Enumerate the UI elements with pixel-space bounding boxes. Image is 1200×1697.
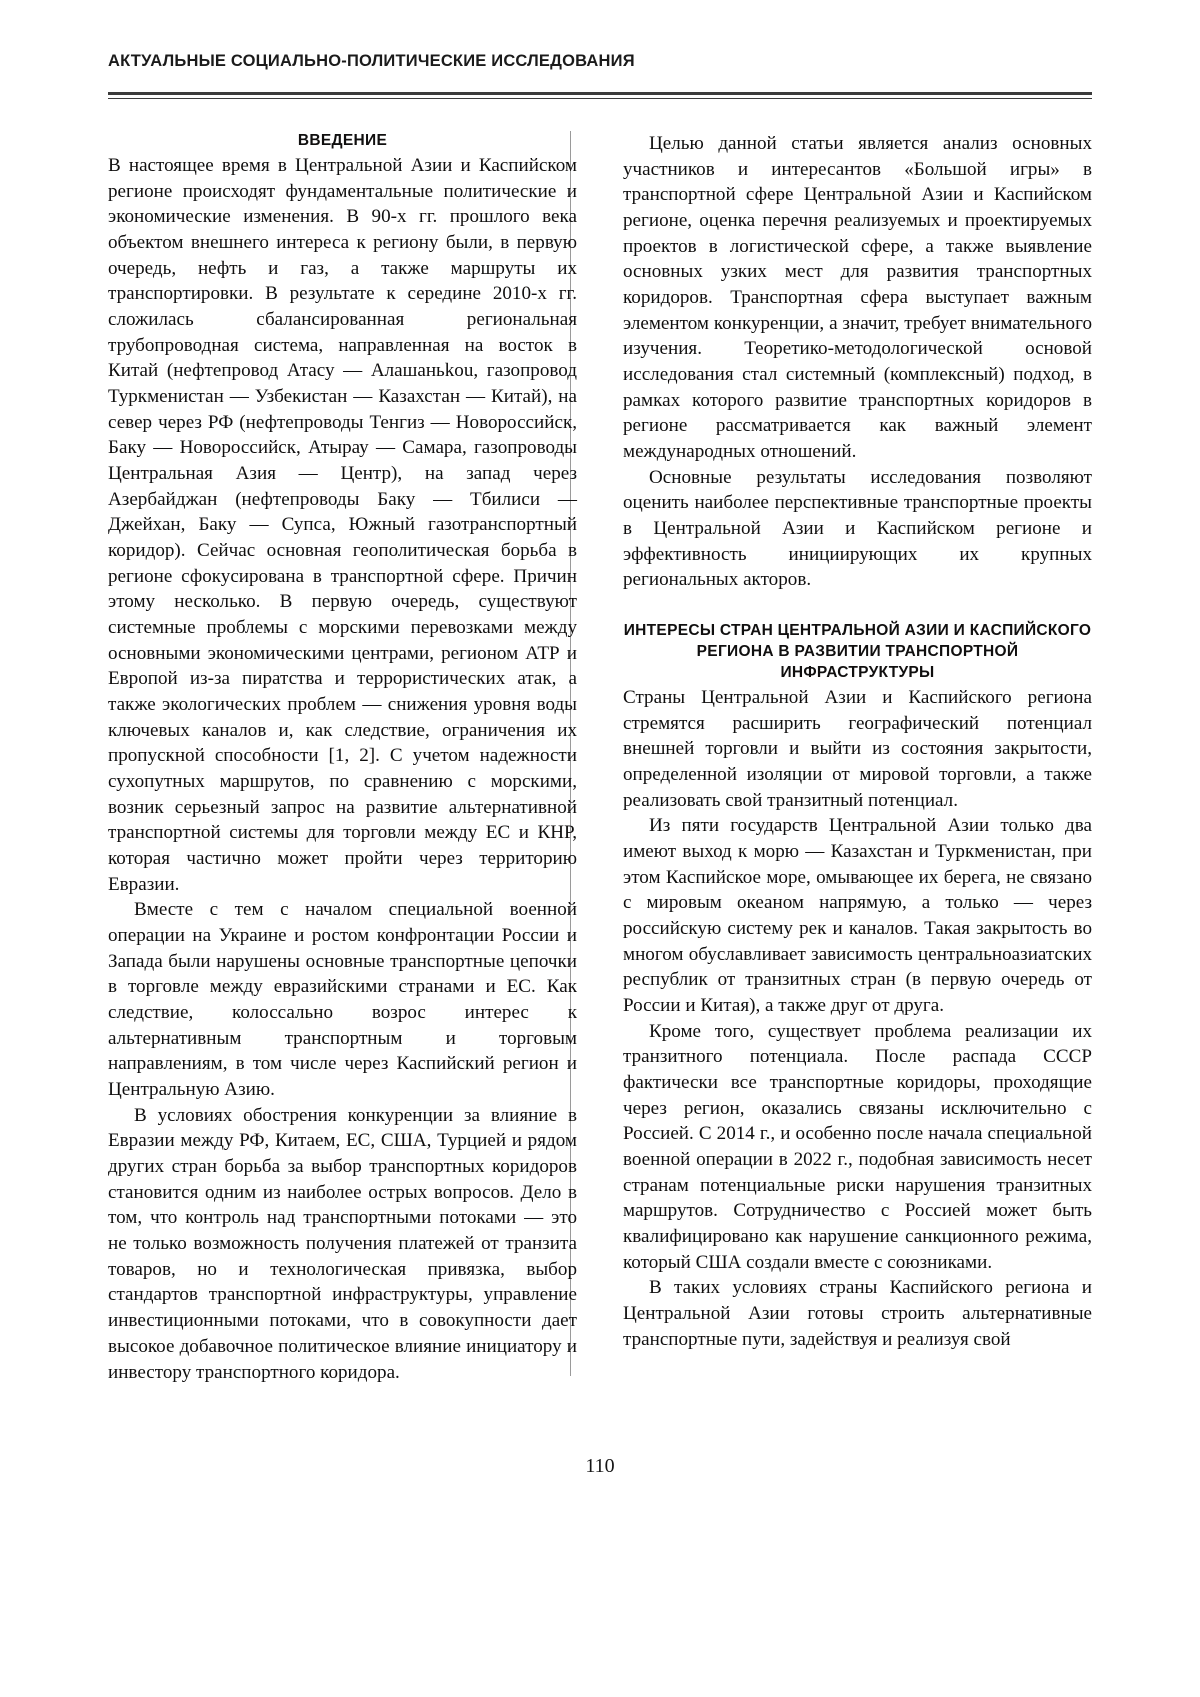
paragraph: В настоящее время в Центральной Азии и Каспийском регионе происходят фундаментальные политические и экономические изменения. В 90-х гг. прошлого века объектом внешнего интереса к региону были, в первую очередь, нефть и газ, а также маршруты их транспортировки. В результате к середине 2010-х гг. сложилась сбалансированная региональная трубопроводная система, направленная на восток в Китай (нефтепровод Атасу — Алашаньkou, газопровод Туркменистан — Узбекистан — Казахстан — Китай), на север через РФ (нефтепроводы Тенгиз — Новороссийск, Баку — Новороссийск, Атырау — Самара, газопроводы Центральная Азия — Центр), на запад через Азербайджан (нефтепроводы Баку — Тбилиси — Джейхан, Баку — Супса, Южный газотранспортный коридор). Сейчас основная геополитическая борьба в регионе сфокусирована в транспортной сфере. Причин этому несколько. В первую очередь, существуют системные проблемы с морскими перевозками между основными экономическими центрами, регионом АТР и Европой из-за пиратства и террористических атак, а также экологических проблем — снижения уровня воды ключевых каналов и, как следствие, ограничения их пропускной способности [1, 2]. С учетом надежности сухопутных маршрутов, по сравнению с морскими, возник серьезный запрос на развитие альтернативной транспортной системы для торговли между ЕС и КНР, которая частично может пройти через территорию Евразии.	[108, 154, 577, 895]
body-columns	[108, 131, 1092, 1385]
paragraph: Вместе с тем с началом специальной военной операции на Украине и ростом конфронтации России и Запада были нарушены основные транспортные цепочки в торговле между евразийскими странами и ЕС. Как следствие, колоссально возрос интерес к альтернативным транспортным и торговым направлениям, в том числе через Каспийский регион и Центральную Азию.	[108, 899, 577, 1101]
paragraph: Страны Центральной Азии и Каспийского региона стремятся расширить географический потенциал внешней торговли и выйти из состояния закрытости, определенной изоляции от мировой торговли, а также реализовать свой транзитный потенциал.	[623, 686, 1092, 811]
header-rule-thick	[108, 92, 1092, 95]
section-heading-interests: ИНТЕРЕСЫ СТРАН ЦЕНТРАЛЬНОЙ АЗИИ И КАСПИЙСКОГО РЕГИОНА В РАЗВИТИИ ТРАНСПОРТНОЙ ИНФРАСТРУКТУРЫ	[623, 622, 1092, 681]
right-column	[623, 131, 1092, 1385]
paragraph: Основные результаты исследования позволяют оценить наиболее перспективные транспортные проекты в Центральной Азии и Каспийском регионе и эффективность инициирующих их крупных региональных акторов.	[623, 466, 1092, 591]
paragraph: Целью данной статьи является анализ основных участников и интересантов «Большой игры» в транспортной сфере Центральной Азии и Каспийском регионе, оценка перечня реализуемых и проектируемых проектов в логистической сфере, а также выявление основных узких мест для развития транспортных коридоров. Транспортная сфера выступает важным элементом конкуренции, а значит, требует внимательного изучения. Теоретико-методологической основой исследования стал системный (комплексный) подход, в рамках которого развитие транспортных коридоров в регионе рассматривается как важный элемент международных отношений.	[623, 133, 1092, 463]
paragraph: В условиях обострения конкуренции за влияние в Евразии между РФ, Китаем, ЕС, США, Турцией и рядом других стран борьба за выбор транспортных коридоров становится одним из наиболее острых вопросов. Дело в том, что контроль над транспортными потоками — это не только возможность получения платежей от транзита товаров, но и технологическая привязка, выбор стандартов транспортной инфраструктуры, управление инвестиционными потоками, что в совокупности дает высокое добавочное политическое влияние инициатору и инвестору транспортного коридора.	[108, 1104, 577, 1383]
paragraph: Из пяти государств Центральной Азии только два имеют выход к морю — Казахстан и Туркменистан, при этом Каспийское море, омывающее их берега, не связано с мировым океаном напрямую, а только — через российскую систему рек и каналов. Такая закрытость во многом обуславливает зависимость центральноазиатских республик от транзитных стран (в первую очередь от России и Китая), а также друг от друга.	[623, 815, 1092, 1016]
running-head: АКТУАЛЬНЫЕ СОЦИАЛЬНО-ПОЛИТИЧЕСКИЕ ИССЛЕДОВАНИЯ	[108, 52, 635, 70]
page-number: 110	[585, 1455, 615, 1477]
paragraph: В таких условиях страны Каспийского региона и Центральной Азии готовы строить альтернативные транспортные пути, задействуя и реализуя свой	[623, 1277, 1092, 1350]
section-heading-introduction: ВВЕДЕНИЕ	[297, 132, 388, 149]
paragraph: Кроме того, существует проблема реализации их транзитного потенциала. После распада СССР фактически все транспортные коридоры, проходящие через регион, оказались связаны исключительно с Россией. С 2014 г., и особенно после начала специальной военной операции в 2022 г., подобная зависимость несет странам потенциальные риски нарушения транзитных маршрутов. Сотрудничество с Россией может быть квалифицировано как нарушение санкционного режима, который США создали вместе с союзниками.	[623, 1020, 1092, 1273]
header-rule-thin	[108, 98, 1092, 99]
left-column	[108, 131, 577, 1385]
